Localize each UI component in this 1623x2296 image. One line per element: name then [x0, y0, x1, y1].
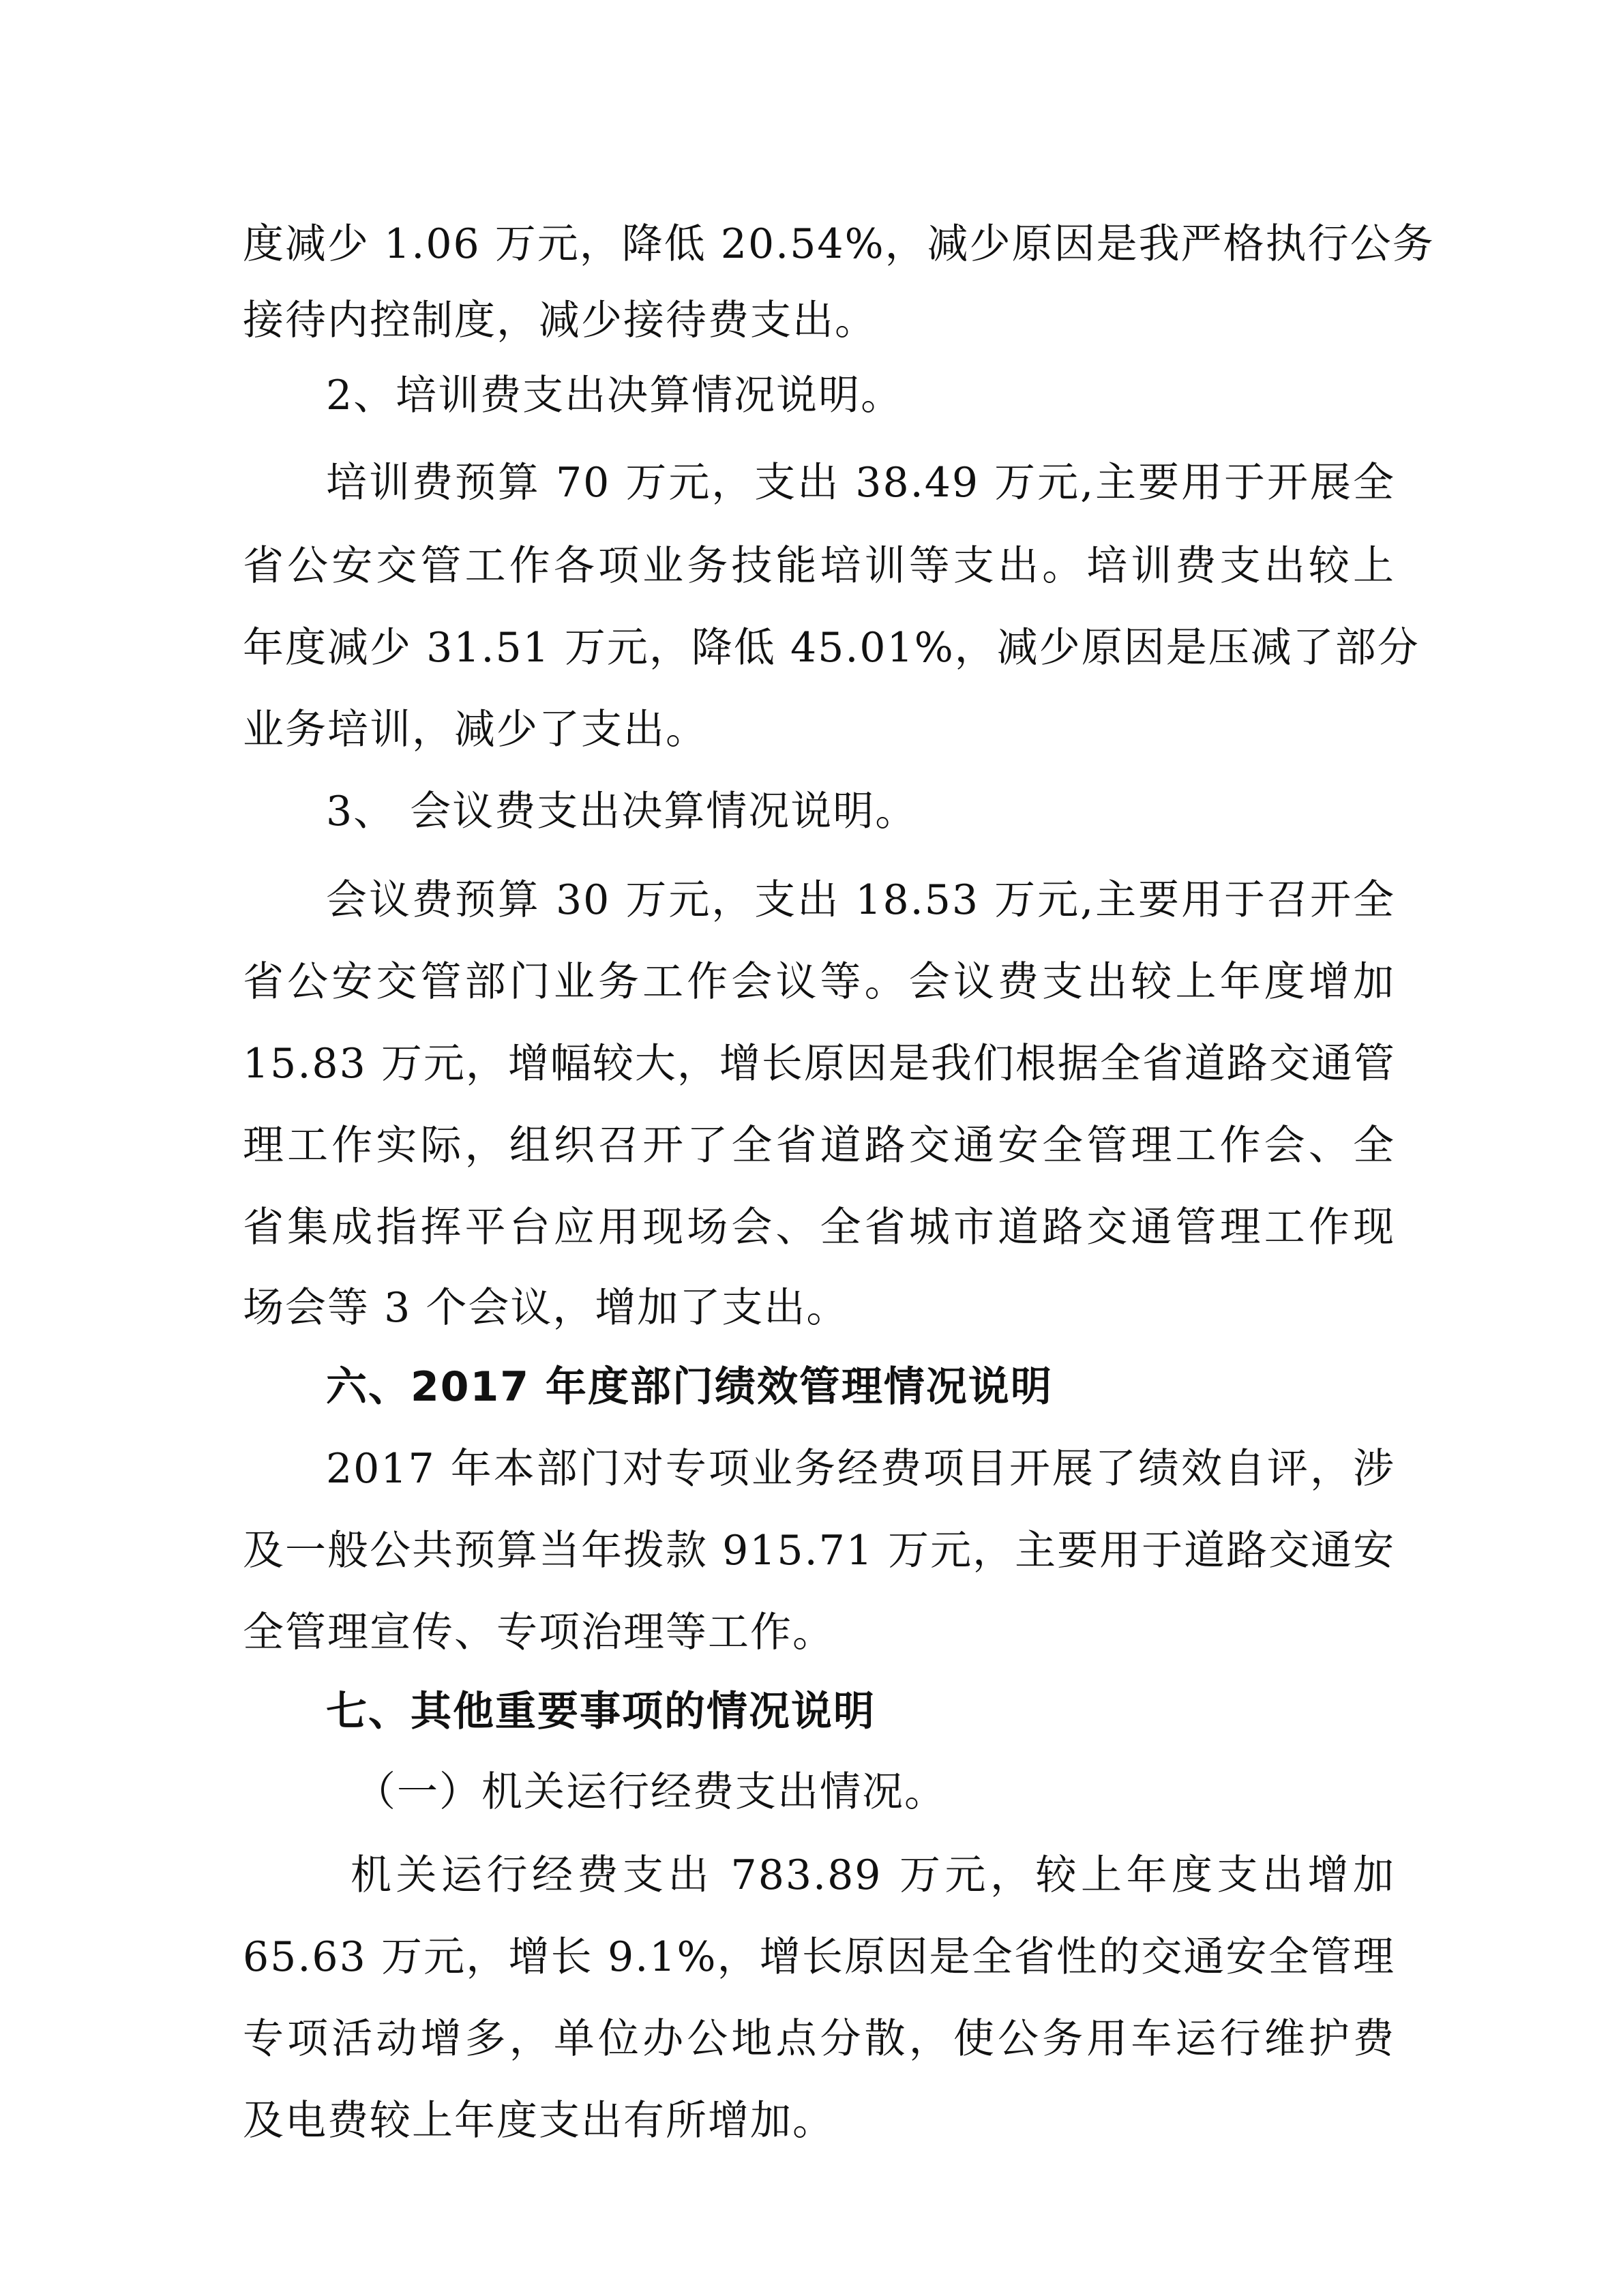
body-line: 会议费预算 30 万元，支出 18.53 万元,主要用于召开全 [326, 876, 1395, 924]
subsection-title: （一）机关运行经费支出情况。 [355, 1768, 947, 1816]
body-line: 2017 年本部门对专项业务经费项目开展了绩效自评，涉 [326, 1445, 1395, 1493]
subsection-title: 3、 会议费支出决算情况说明。 [326, 788, 918, 835]
body-line: 及电费较上年度支出有所增加。 [243, 2097, 835, 2145]
body-line: 65.63 万元，增长 9.1%，增长原因是全省性的交通安全管理 [243, 1933, 1395, 1981]
body-line: 培训费预算 70 万元，支出 38.49 万元,主要用于开展全 [326, 459, 1395, 507]
body-line: 业务培训，减少了支出。 [243, 706, 708, 754]
subsection-title: 2、培训费支出决算情况说明。 [326, 372, 904, 419]
body-line: 省集成指挥平台应用现场会、全省城市道路交通管理工作现 [243, 1204, 1395, 1251]
body-line: 接待内控制度，减少接待费支出。 [243, 297, 877, 344]
body-line: 及一般公共预算当年拨款 915.71 万元，主要用于道路交通安 [243, 1527, 1396, 1575]
body-line: 场会等 3 个会议，增加了支出。 [243, 1284, 849, 1332]
body-line: 专项活动增多，单位办公地点分散，使公务用车运行维护费 [243, 2015, 1395, 2063]
body-line: 省公安交管工作各项业务技能培训等支出。培训费支出较上 [243, 542, 1395, 590]
section-heading: 七、其他重要事项的情况说明 [326, 1688, 876, 1735]
body-line: 省公安交管部门业务工作会议等。会议费支出较上年度增加 [243, 958, 1395, 1006]
section-heading: 六、2017 年度部门绩效管理情况说明 [326, 1363, 1053, 1411]
body-line: 机关运行经费支出 783.89 万元，较上年度支出增加 [351, 1851, 1395, 1899]
body-line: 15.83 万元，增幅较大，增长原因是我们根据全省道路交通管 [243, 1040, 1396, 1088]
body-line: 全管理宣传、专项治理等工作。 [243, 1609, 835, 1656]
body-line: 度减少 1.06 万元，降低 20.54%，减少原因是我严格执行公务 [243, 220, 1435, 268]
body-line: 理工作实际，组织召开了全省道路交通安全管理工作会、全 [243, 1122, 1395, 1169]
body-line: 年度减少 31.51 万元，降低 45.01%，减少原因是压减了部分 [243, 624, 1420, 672]
